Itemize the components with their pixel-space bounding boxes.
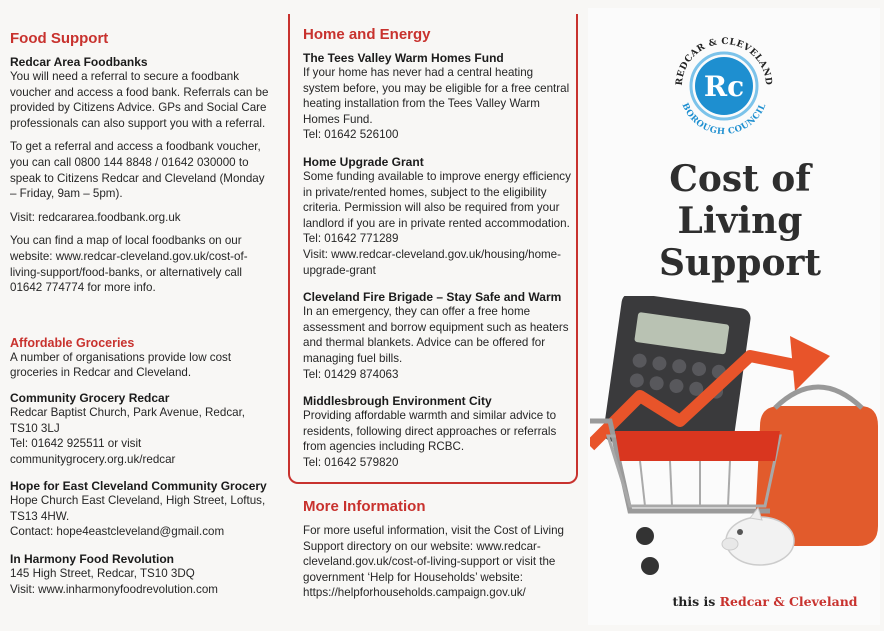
logo-top-text: REDCAR & CLEVELAND	[674, 36, 774, 86]
cover-title	[620, 158, 860, 284]
energy-item-body: If your home has never had a central heating system before, you may be eligible for a free central heating installation from the Tees Valley Warm Homes Fund. Tel: 01642 526100	[303, 66, 570, 142]
food-column	[10, 30, 272, 597]
food-support-heading: Food Support	[10, 30, 109, 47]
groceries-intro: A number of organisations provide low cost groceries in Redcar and Cleveland.	[10, 350, 232, 380]
tagline	[660, 594, 870, 609]
tagline-prefix: this is	[672, 594, 720, 609]
grocery-body: 145 High Street, Redcar, TS10 3DQ Visit: www.inharmonyfoodrevolution.com	[10, 567, 218, 596]
foodbanks-title: Redcar Area Foodbanks	[10, 55, 148, 69]
logo-mark: Rc	[703, 70, 745, 103]
foodbanks-p4: You can find a map of local foodbanks on our website: www.redcar-cleveland.gov.uk/cost-of-living-support/food-banks, or alternatively call 01642 774774 for more info.	[10, 234, 248, 295]
cost-of-living-illustration	[590, 296, 878, 588]
cover-title-line: Cost of	[669, 158, 811, 200]
grocery-title: In Harmony Food Revolution	[10, 552, 174, 567]
energy-item-body: In an emergency, they can offer a free home assessment and borrow equipment such as heaters and thermal blankets. Advice can be offered for managing fuel bills. Tel: 01429 874063	[303, 305, 569, 381]
energy-item-body: Some funding available to improve energy efficiency in private/rented homes, subject to the eligibility criteria. Permission will also be required from your landlord if you are in private rented accommodation. Tel: 01642 771289 Visit: www.redcar-cleveland.gov.uk/housing/home-upgrade-grant	[303, 169, 571, 277]
more-info-body: For more useful information, visit the Cost of Living Support directory on our website: www.redcar-cleveland.gov.uk/cost-of-living-support or visit the government ‘Help for Households’ website: https://helpforhouseholds.campaign.gov.uk/	[303, 524, 564, 600]
logo-bottom-text: BOROUGH COUNCIL	[679, 101, 769, 138]
grocery-body: Redcar Baptist Church, Park Avenue, Redcar, TS10 3LJ Tel: 01642 925511 or visit communitygrocery.org.uk/redcar	[10, 405, 246, 466]
cover-title-line: Living	[677, 200, 803, 242]
affordable-groceries-heading: Affordable Groceries	[10, 335, 135, 350]
cover-title-line: Support	[658, 242, 822, 284]
grocery-body: Hope Church East Cleveland, High Street, Loftus, TS13 4HW. Contact: hope4eastcleveland@gmail.com	[10, 494, 266, 539]
home-energy-column	[303, 26, 571, 470]
energy-item-title: Cleveland Fire Brigade – Stay Safe and Warm	[303, 290, 562, 305]
home-energy-heading: Home and Energy	[303, 26, 431, 43]
more-info-heading: More Information	[303, 498, 426, 515]
grocery-title: Hope for East Cleveland Community Grocery	[10, 479, 267, 494]
energy-item-title: Middlesbrough Environment City	[303, 394, 492, 409]
energy-item-title: Home Upgrade Grant	[303, 154, 424, 169]
foodbanks-visit: Visit: redcararea.foodbank.org.uk	[10, 210, 181, 224]
energy-item-title: The Tees Valley Warm Homes Fund	[303, 51, 504, 65]
grocery-title: Community Grocery Redcar	[10, 390, 170, 405]
energy-item-body: Providing affordable warmth and similar advice to residents, following direct approaches or referrals from agencies including RCBC. Tel: 01642 579820	[303, 409, 557, 469]
foodbanks-p2: To get a referral and access a foodbank voucher, you can call 0800 144 8848 / 01642 030000 to speak to Citizens Redcar and Cleveland (Monday – Friday, 9am – 5pm).	[10, 140, 265, 201]
foodbanks-p1: You will need a referral to secure a foodbank voucher and access a food bank. Referrals can be provided by Citizens Advice. GPs and Social Care professionals can also support you with a referral.	[10, 70, 269, 130]
tagline-brand: Redcar & Cleveland	[719, 594, 858, 609]
council-logo	[668, 30, 780, 142]
more-info-section	[303, 498, 571, 601]
